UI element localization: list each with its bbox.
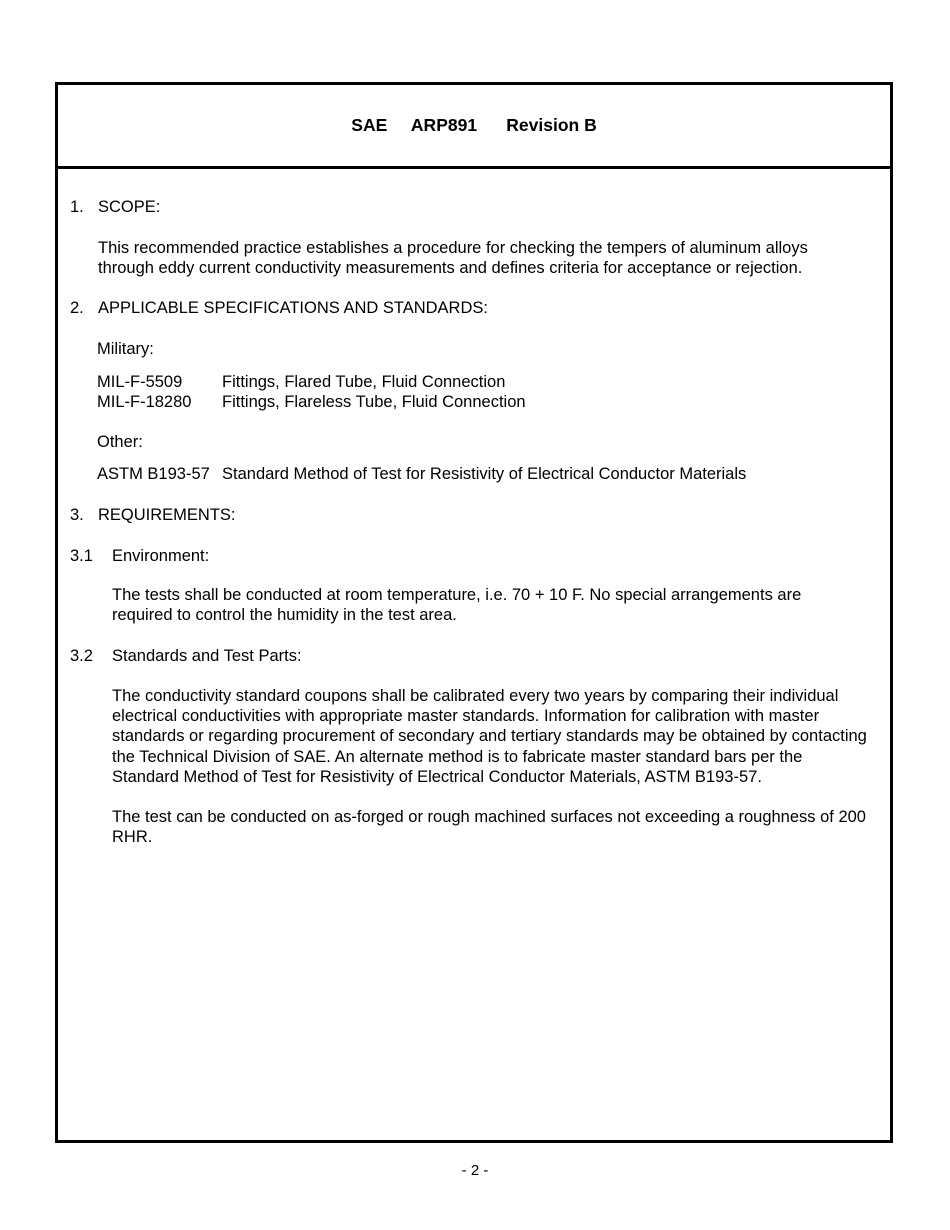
doc-number: ARP891 bbox=[410, 115, 478, 135]
section-3-1-title: Environment: bbox=[112, 547, 210, 565]
spec-code: MIL-F-5509 bbox=[97, 373, 183, 391]
section-2-number: 2. bbox=[70, 299, 84, 317]
spec-code: ASTM B193-57 bbox=[97, 465, 210, 483]
section-3-1-body: The tests shall be conducted at room temperature, i.e. 70 + 10 F. No special arrangements are required to control the humidity in the test area. bbox=[112, 586, 802, 625]
section-1-title: SCOPE: bbox=[98, 198, 161, 216]
doc-org: SAE bbox=[351, 115, 388, 135]
section-3-2-body-paragraph-1: The conductivity standard coupons shall be calibrated every two years by comparing their individual electrical conductivities with appropriate master standards. Information for calibration with master standards or regarding procurement of secondary and tertiary standards may be obtained by contacting the Technical Division of SAE. An alternate method is to fabricate master standard bars per the Standard Method of Test for Resistivity of Electrical Conductor Materials, ASTM B193-57. bbox=[112, 687, 867, 786]
section-3-number: 3. bbox=[70, 506, 84, 524]
military-label: Military: bbox=[97, 340, 154, 358]
other-label: Other: bbox=[97, 433, 143, 451]
section-3-2-title: Standards and Test Parts: bbox=[112, 647, 302, 665]
document-title bbox=[351, 115, 596, 136]
section-1-number: 1. bbox=[70, 198, 84, 216]
section-1-body: This recommended practice establishes a procedure for checking the tempers of aluminum alloys through eddy current conductivity measurements and defines criteria for acceptance or rejection. bbox=[98, 239, 808, 278]
page-number: - 2 - bbox=[461, 1162, 489, 1179]
section-3-2-body-paragraph-2: The test can be conducted on as-forged or rough machined surfaces not exceeding a roughness of 200 RHR. bbox=[112, 808, 866, 847]
section-3-2-number: 3.2 bbox=[70, 647, 93, 665]
section-2-title: APPLICABLE SPECIFICATIONS AND STANDARDS: bbox=[98, 299, 488, 317]
spec-code: MIL-F-18280 bbox=[97, 393, 192, 411]
spec-description: Fittings, Flared Tube, Fluid Connection bbox=[222, 373, 506, 391]
section-3-title: REQUIREMENTS: bbox=[98, 506, 236, 524]
document-header bbox=[58, 85, 890, 169]
spec-description: Fittings, Flareless Tube, Fluid Connection bbox=[222, 393, 526, 411]
spec-description: Standard Method of Test for Resistivity of Electrical Conductor Materials bbox=[222, 465, 747, 483]
section-3-1-number: 3.1 bbox=[70, 547, 93, 565]
doc-revision: Revision B bbox=[506, 115, 597, 135]
